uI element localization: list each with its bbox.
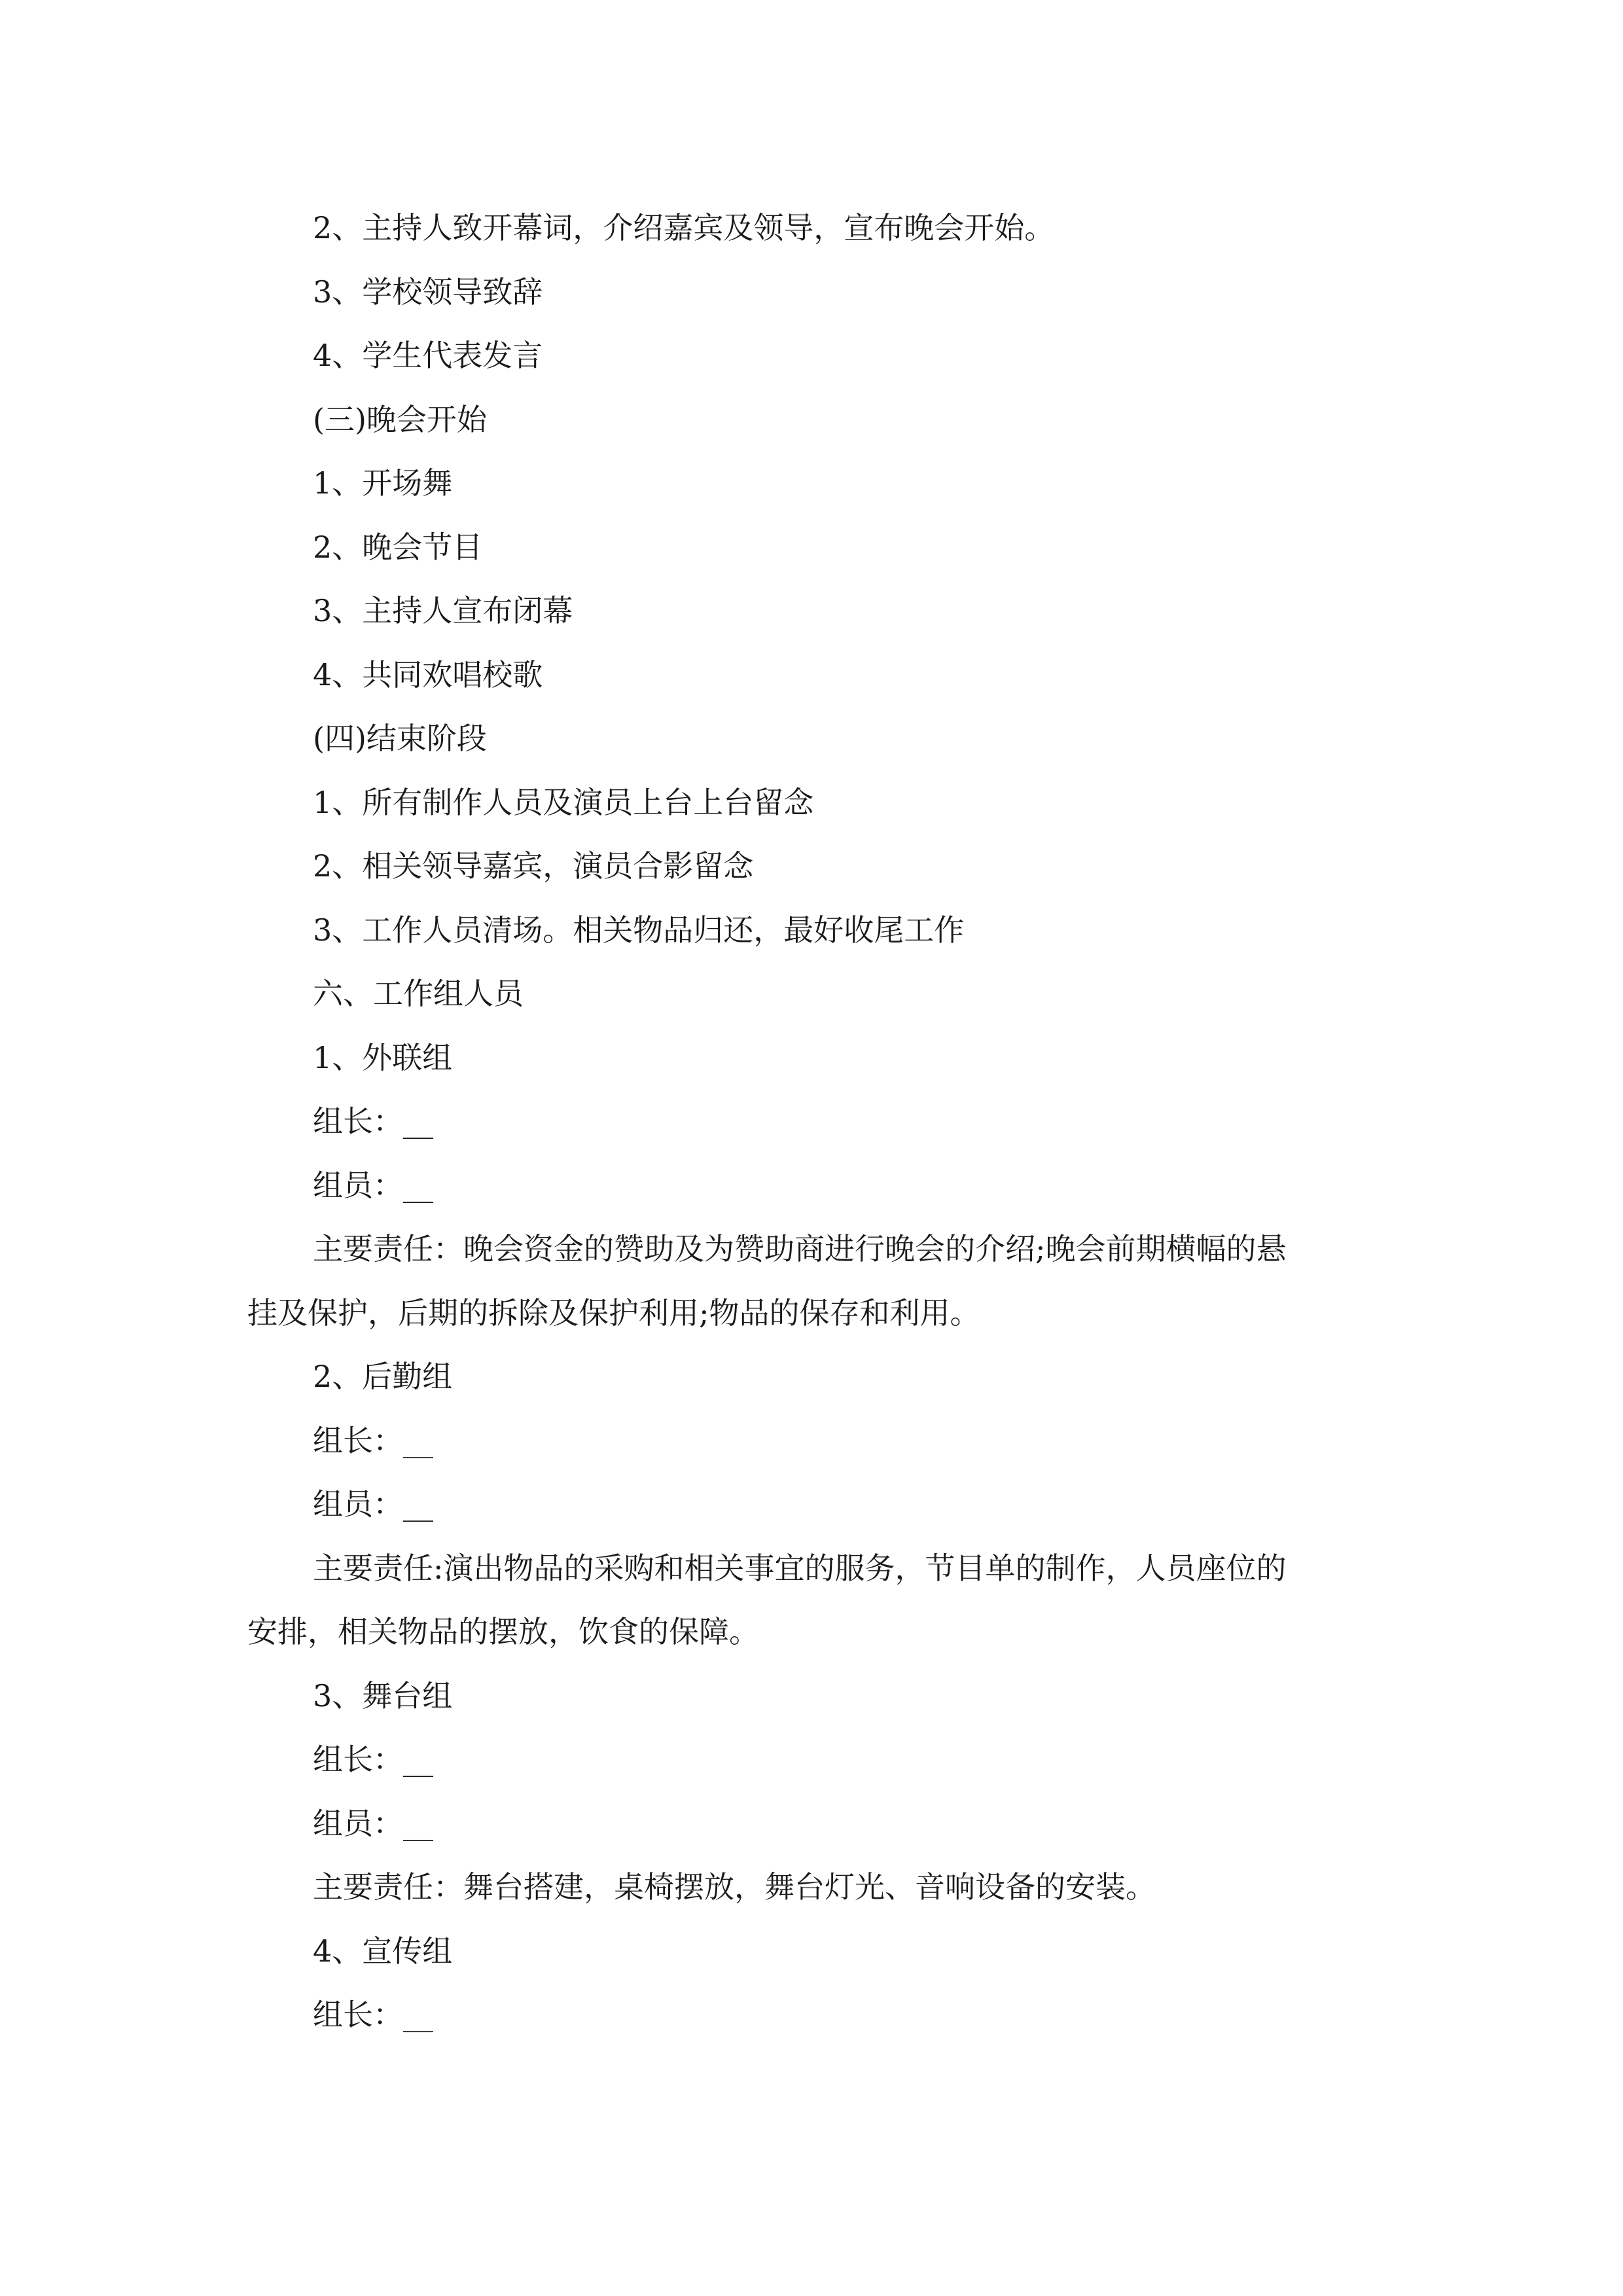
agenda-item-opening-speech: 2、主持人致开幕词，介绍嘉宾及领导，宣布晚会开始。 <box>313 210 1055 245</box>
logistics-duties: 主要责任:演出物品的采购和相关事宜的服务，节目单的制作，人员座位的 <box>313 1551 1287 1586</box>
stage-duties: 主要责任：舞台搭建，桌椅摆放，舞台灯光、音响设备的安装。 <box>313 1869 1156 1905</box>
agenda-item-programs: 2、晚会节目 <box>313 529 483 565</box>
section-heading-end-stage: (四)结束阶段 <box>313 721 487 756</box>
liaison-leader: 组长：__ <box>313 1103 433 1139</box>
liaison-duties: 主要责任：晚会资金的赞助及为赞助商进行晚会的介绍;晚会前期横幅的悬 <box>313 1231 1287 1266</box>
agenda-item-stage-souvenir: 1、所有制作人员及演员上台上台留念 <box>313 785 814 820</box>
logistics-leader: 组长：__ <box>313 1423 433 1458</box>
section-heading-staff: 六、工作组人员 <box>313 976 524 1011</box>
agenda-item-group-photo: 2、相关领导嘉宾，演员合影留念 <box>313 848 754 884</box>
group-heading-liaison: 1、外联组 <box>313 1040 453 1075</box>
logistics-members: 组员：__ <box>313 1486 433 1522</box>
agenda-item-student-speech: 4、学生代表发言 <box>313 338 543 373</box>
group-heading-stage: 3、舞台组 <box>313 1678 453 1713</box>
liaison-members: 组员：__ <box>313 1168 433 1203</box>
logistics-duties-continued: 安排，相关物品的摆放，饮食的保障。 <box>247 1614 759 1649</box>
section-heading-party-start: (三)晚会开始 <box>313 402 487 437</box>
stage-leader: 组长：__ <box>313 1742 433 1777</box>
group-heading-publicity: 4、宣传组 <box>313 1933 453 1969</box>
agenda-item-leader-speech: 3、学校领导致辞 <box>313 274 543 310</box>
agenda-item-opening-dance: 1、开场舞 <box>313 465 453 501</box>
agenda-item-school-song: 4、共同欢唱校歌 <box>313 657 543 692</box>
agenda-item-cleanup: 3、工作人员清场。相关物品归还，最好收尾工作 <box>313 912 965 948</box>
group-heading-logistics: 2、后勤组 <box>313 1359 453 1394</box>
liaison-duties-continued: 挂及保护，后期的拆除及保护利用;物品的保存和利用。 <box>247 1295 980 1331</box>
publicity-leader: 组长：__ <box>313 1997 433 2032</box>
stage-members: 组员：__ <box>313 1806 433 1841</box>
agenda-item-closing: 3、主持人宣布闭幕 <box>313 593 573 628</box>
